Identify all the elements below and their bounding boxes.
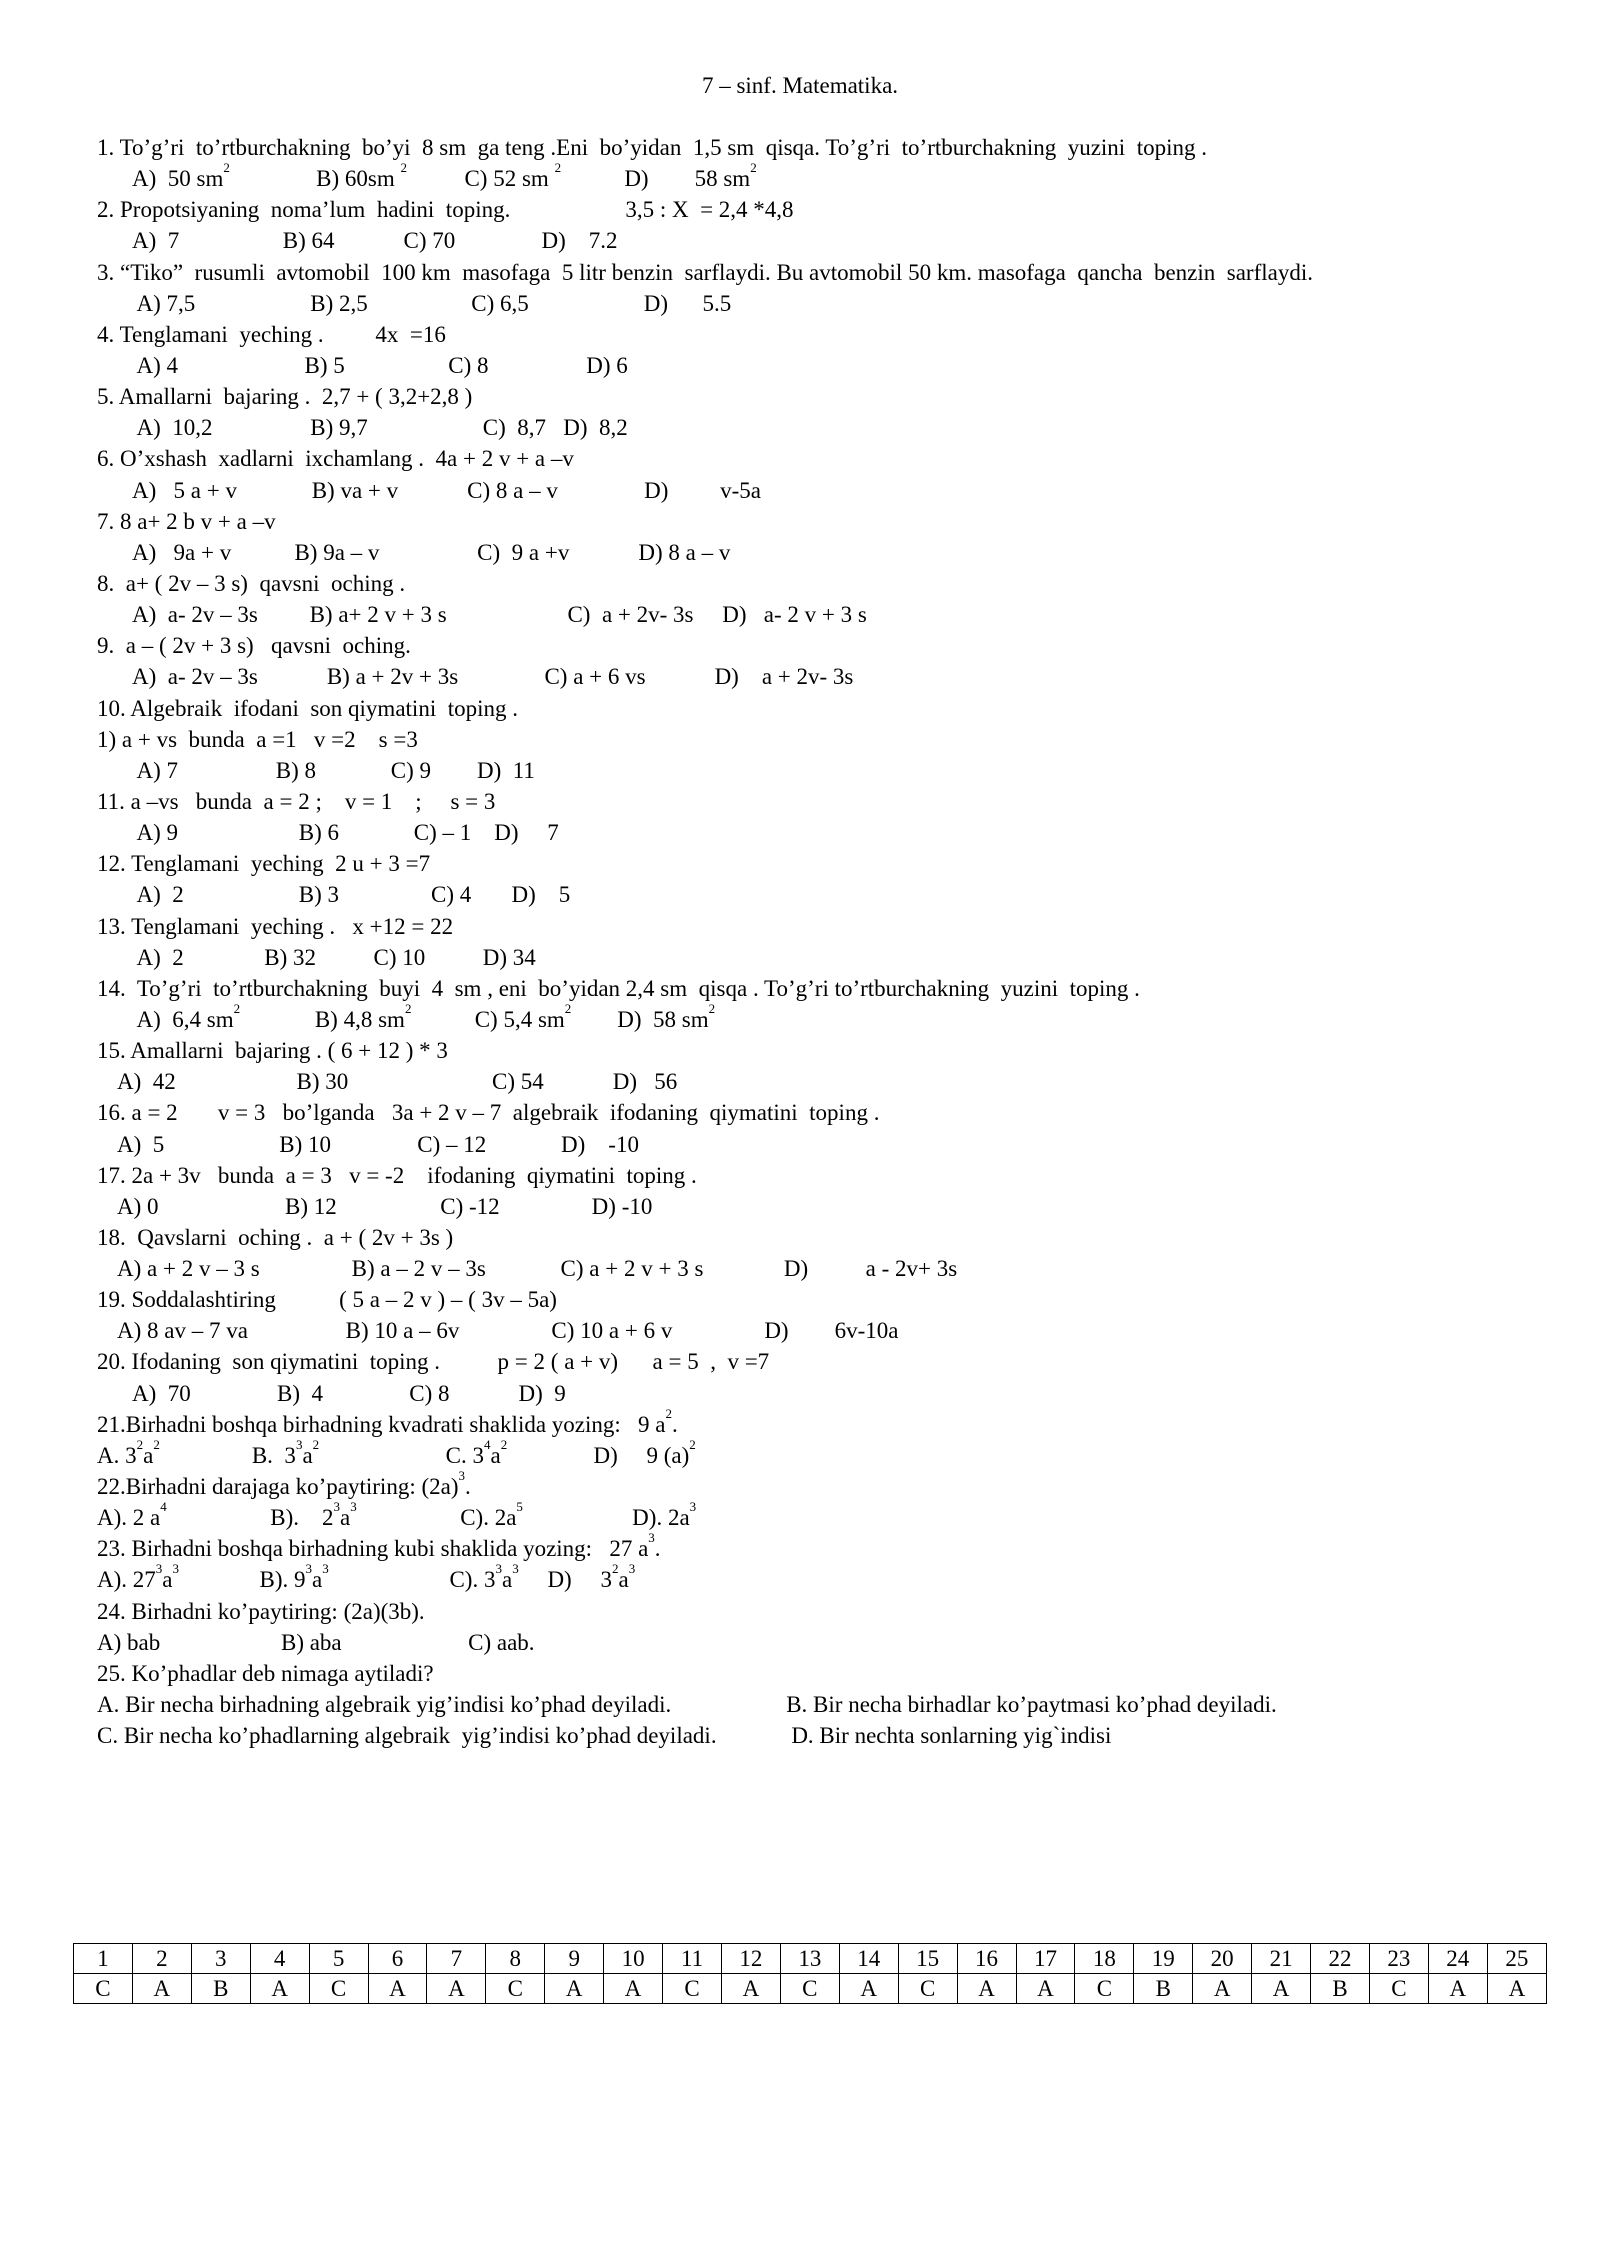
text-run: . — [465, 1474, 471, 1500]
superscript: 2 — [708, 1000, 716, 1016]
superscript: 3 — [495, 1561, 502, 1577]
answer-key-number-cell: 25 — [1487, 1944, 1546, 1974]
answer-key-number-cell: 10 — [604, 1944, 663, 1974]
option-gap — [571, 1007, 617, 1032]
option-text: D) 58 sm — [624, 166, 751, 192]
text-run — [507, 1443, 593, 1468]
option-gap — [230, 166, 316, 191]
answer-key-number-cell: 21 — [1252, 1944, 1311, 1974]
question-text: 7. 8 a+ 2 b v + a –v — [97, 508, 276, 534]
answer-options — [97, 1499, 1557, 1533]
superscript: 2 — [404, 1000, 412, 1016]
superscript: 2 — [500, 1436, 508, 1452]
superscript: 4 — [484, 1436, 491, 1452]
option-gap — [411, 1007, 474, 1032]
answer-options: A) 10,2 B) 9,7 C) 8,7 D) 8,2 — [132, 415, 628, 441]
answer-options: A) 9 B) 6 C) – 1 D) 7 — [132, 820, 559, 846]
text-run: a — [162, 1567, 173, 1593]
question-text — [97, 1530, 1557, 1564]
option-text: A) 50 sm — [132, 166, 224, 192]
answer-key-numbers-row — [74, 1944, 1547, 1974]
answer-key-number-cell: 4 — [250, 1944, 309, 1974]
text-run — [167, 1505, 271, 1530]
superscript: 2 — [689, 1436, 696, 1452]
option-text: B) 4,8 sm — [314, 1006, 405, 1032]
text-run: A). 2 a — [97, 1505, 161, 1531]
option-gap — [561, 166, 624, 191]
answer-key-answer-cell: A — [1016, 1974, 1075, 2004]
answer-key-answers-row — [74, 1974, 1547, 2004]
superscript: 3 — [333, 1499, 340, 1515]
question-text: 20. Ifodaning son qiymatini toping . p = 2 ( a + v) a = 5 , v =7 — [97, 1349, 770, 1375]
question-text: 17. 2a + 3v bunda a = 3 v = -2 ifodaning qiymatini toping . — [97, 1162, 697, 1188]
option-text: D) 58 sm — [617, 1006, 709, 1032]
text-run: D) 9 (a) — [593, 1442, 690, 1468]
answer-key-answer-cell: B — [1134, 1974, 1193, 2004]
text-run: a — [143, 1442, 154, 1468]
answer-options: A) a- 2v – 3s B) a+ 2 v + 3 s C) a + 2v- 3s D) a- 2 v + 3 s — [132, 602, 867, 628]
answer-key-number-cell: 22 — [1311, 1944, 1370, 1974]
text-run — [357, 1505, 461, 1530]
text-run — [319, 1443, 446, 1468]
text-run: A). 27 — [97, 1567, 156, 1593]
question-text — [97, 1405, 1557, 1440]
text-run: a — [490, 1442, 501, 1468]
answer-key-answer-cell: A — [1487, 1974, 1546, 2004]
answer-options: A) 2 B) 3 C) 4 D) 5 — [132, 882, 571, 908]
answer-key-answer-cell: A — [132, 1974, 191, 2004]
option-text: B) 60sm — [316, 166, 401, 192]
answer-key-number-cell: 2 — [132, 1944, 191, 1974]
text-run: . — [654, 1536, 661, 1562]
answer-options: A) bab B) aba C) aab. — [97, 1629, 535, 1655]
text-run — [519, 1567, 548, 1592]
answer-key-number-cell: 23 — [1369, 1944, 1428, 1974]
text-run: a — [339, 1505, 351, 1531]
answer-key-answer-cell: C — [1369, 1974, 1428, 2004]
answer-options — [97, 1000, 1557, 1035]
superscript: 5 — [516, 1499, 523, 1515]
answer-key-number-cell: 24 — [1428, 1944, 1487, 1974]
superscript: 3 — [155, 1561, 163, 1577]
superscript: 3 — [172, 1561, 179, 1577]
text-run: a — [618, 1567, 629, 1593]
text-run — [329, 1567, 450, 1592]
question-text: 15. Amallarni bajaring . ( 6 + 12 ) * 3 — [97, 1038, 448, 1064]
text-run: . — [672, 1411, 678, 1437]
question-text: 24. Birhadni ko’paytiring: (2a)(3b). — [97, 1598, 425, 1624]
answer-key-number-cell: 18 — [1075, 1944, 1134, 1974]
superscript: 2 — [223, 160, 230, 176]
answer-key-answer-cell: B — [1311, 1974, 1370, 2004]
question-text: 13. Tenglamani yeching . x +12 = 22 — [97, 913, 454, 939]
question-text: 5. Amallarni bajaring . 2,7 + ( 3,2+2,8 ) — [97, 384, 473, 410]
question-text — [97, 1468, 1557, 1502]
answer-options: A) 7 B) 64 C) 70 D) 7.2 — [132, 228, 618, 254]
answer-options — [97, 1561, 1557, 1595]
answer-key-table — [73, 1943, 1547, 2004]
answer-key-answer-cell: A — [839, 1974, 898, 2004]
question-text: 12. Tenglamani yeching 2 u + 3 =7 — [97, 851, 431, 877]
answer-options: A) 2 B) 32 C) 10 D) 34 — [132, 944, 536, 970]
superscript: 4 — [160, 1499, 167, 1515]
answer-key-answer-cell: A — [1428, 1974, 1487, 2004]
superscript: 3 — [648, 1530, 655, 1546]
answer-key-answer-cell: A — [1252, 1974, 1311, 2004]
superscript: 3 — [305, 1561, 312, 1577]
page-title: 7 – sinf. Matematika. — [701, 73, 899, 98]
answer-options: A) a- 2v – 3s B) a + 2v + 3s C) a + 6 vs D) a + 2v- 3s — [132, 664, 854, 690]
answer-key-answer-cell: C — [74, 1974, 133, 2004]
answer-key-number-cell: 13 — [780, 1944, 839, 1974]
question-text: 8. a+ ( 2v – 3 s) qavsni oching . — [97, 570, 406, 596]
question-text: 2. Propotsiyaning noma’lum hadini toping. 3,5 : X = 2,4 *4,8 — [97, 197, 794, 223]
question-text: 4. Tenglamani yeching . 4x =16 — [97, 321, 446, 347]
superscript: 2 — [153, 1436, 160, 1452]
question-text: 25. Ko’phadlar deb nimaga aytiladi? — [97, 1660, 434, 1686]
superscript: 3 — [628, 1561, 636, 1577]
question-text: 1. To’g’ri to’rtburchakning bo’yi 8 sm ga teng .Eni bo’yidan 1,5 sm qisqa. To’g’ri to’rtburchakning yuzini toping . — [97, 135, 1207, 160]
answer-key-answer-cell: C — [486, 1974, 545, 2004]
answer-key-answer-cell: A — [427, 1974, 486, 2004]
question-text: 9. a – ( 2v + 3 s) qavsni oching. — [97, 633, 411, 659]
question-text: 14. To’g’ri to’rtburchakning buyi 4 sm , eni bo’yidan 2,4 sm qisqa . To’g’ri to’rtburchakning yuzini toping . — [97, 975, 1140, 1001]
answer-key-answer-cell: A — [545, 1974, 604, 2004]
option-text: C) 5,4 sm — [474, 1006, 565, 1032]
answer-options: A) 8 av – 7 va B) 10 a – 6v C) 10 a + 6 v D) 6v-10a — [117, 1318, 899, 1344]
answer-options: A) a + 2 v – 3 s B) a – 2 v – 3s C) a + 2 v + 3 s D) a - 2v+ 3s — [117, 1256, 958, 1282]
superscript: 2 — [136, 1436, 144, 1452]
superscript: 2 — [611, 1561, 619, 1577]
question-text: 3. “Tiko” rusumli avtomobil 100 km masofaga 5 litr benzin sarflaydi. Bu avtomobil 50 km. masofaga qancha benzin sarflaydi. — [97, 259, 1313, 285]
text-run: a — [501, 1567, 513, 1593]
superscript: 2 — [665, 1405, 672, 1421]
answer-options: C. Bir necha ko’phadlarning algebraik yig’indisi ko’phad deyiladi. D. Bir nechta sonlarning yig`indisi — [97, 1723, 1112, 1749]
text-run: B). 2 — [270, 1505, 334, 1531]
answer-key-answer-cell: A — [957, 1974, 1016, 2004]
answer-options: A) 0 B) 12 C) -12 D) -10 — [117, 1193, 653, 1219]
question-text: 1) a + vs bunda a =1 v =2 s =3 — [97, 726, 418, 752]
answer-key-number-cell: 3 — [191, 1944, 250, 1974]
answer-options: A) 4 B) 5 C) 8 D) 6 — [132, 352, 628, 378]
answer-key-answer-cell: A — [721, 1974, 780, 2004]
text-run: a — [302, 1442, 313, 1468]
answer-options — [97, 160, 1557, 194]
answer-options — [97, 1436, 1557, 1471]
answer-key-number-cell: 7 — [427, 1944, 486, 1974]
superscript: 3 — [689, 1499, 697, 1515]
text-run — [160, 1443, 252, 1468]
answer-key-number-cell: 16 — [957, 1944, 1016, 1974]
text-run: 22.Birhadni darajaga ko’paytiring: (2a) — [97, 1474, 459, 1500]
answer-key-answer-cell: C — [898, 1974, 957, 2004]
superscript: 3 — [458, 1468, 465, 1484]
answer-options: A) 42 B) 30 C) 54 D) 56 — [117, 1069, 678, 1095]
text-run: a — [312, 1567, 323, 1593]
text-run: C. 3 — [445, 1442, 484, 1468]
answer-key-number-cell: 20 — [1193, 1944, 1252, 1974]
answer-key-answer-cell: A — [1193, 1974, 1252, 2004]
answer-key-answer-cell: A — [250, 1974, 309, 2004]
answer-key-number-cell: 12 — [721, 1944, 780, 1974]
answer-key-number-cell: 17 — [1016, 1944, 1075, 1974]
superscript: 3 — [512, 1561, 519, 1577]
question-text: 10. Algebraik ifodani son qiymatini toping . — [97, 695, 518, 721]
text-run: 21.Birhadni boshqa birhadning kvadrati shaklida yozing: 9 a — [97, 1411, 666, 1437]
question-text: 6. O’xshash xadlarni ixchamlang . 4a + 2 v + a –v — [97, 446, 574, 472]
answer-key-number-cell: 15 — [898, 1944, 957, 1974]
superscript: 2 — [750, 160, 757, 176]
answer-key-number-cell: 1 — [74, 1944, 133, 1974]
option-text: C) 52 sm — [464, 166, 555, 192]
answer-options: A) 7 B) 8 C) 9 D) 11 — [132, 757, 535, 783]
superscript: 2 — [554, 160, 562, 176]
answer-key-number-cell: 11 — [663, 1944, 722, 1974]
option-text: A) 6,4 sm — [132, 1006, 234, 1032]
answer-key-answer-cell: C — [1075, 1974, 1134, 2004]
text-run: C). 2a — [460, 1505, 517, 1531]
answer-options: A. Bir necha birhadning algebraik yig’indisi ko’phad deyiladi. B. Bir necha birhadlar ko’paytmasi ko’phad deyiladi. — [97, 1692, 1277, 1718]
answer-options: A) 7,5 B) 2,5 C) 6,5 D) 5.5 — [132, 290, 732, 316]
answer-options: A) 9a + v B) 9a – v C) 9 a +v D) 8 a – v — [132, 539, 731, 565]
text-run: C). 3 — [449, 1567, 496, 1593]
answer-options: A) 70 B) 4 C) 8 D) 9 — [132, 1380, 566, 1406]
text-run — [179, 1567, 260, 1592]
text-run: D) 3 — [547, 1567, 612, 1593]
question-text: 16. a = 2 v = 3 bo’lganda 3a + 2 v – 7 algebraik ifodaning qiymatini toping . — [97, 1100, 880, 1126]
answer-key-number-cell: 6 — [368, 1944, 427, 1974]
answer-key-answer-cell: C — [663, 1974, 722, 2004]
text-run: D). 2a — [632, 1505, 690, 1531]
answer-key-answer-cell: C — [780, 1974, 839, 2004]
question-list — [97, 132, 1557, 1751]
question-text: 11. a –vs bunda a = 2 ; v = 1 ; s = 3 — [97, 788, 496, 814]
text-run: A. 3 — [97, 1442, 137, 1468]
answer-key-answer-cell: A — [604, 1974, 663, 2004]
answer-key-number-cell: 5 — [309, 1944, 368, 1974]
superscript: 2 — [233, 1000, 241, 1016]
superscript: 3 — [295, 1436, 303, 1452]
answer-key-number-cell: 9 — [545, 1944, 604, 1974]
question-text: 19. Soddalashtiring ( 5 a – 2 v ) – ( 3v – 5a) — [97, 1287, 557, 1313]
answer-options: A) 5 a + v B) va + v C) 8 a – v D) v-5a — [132, 477, 761, 503]
answer-options: A) 5 B) 10 C) – 12 D) -10 — [117, 1131, 639, 1157]
answer-key-number-cell: 14 — [839, 1944, 898, 1974]
answer-key-answer-cell: C — [309, 1974, 368, 2004]
superscript: 2 — [400, 160, 407, 176]
superscript: 3 — [322, 1561, 329, 1577]
text-run: 23. Birhadni boshqa birhadning kubi shaklida yozing: 27 a — [97, 1536, 649, 1562]
question-text: 18. Qavslarni oching . a + ( 2v + 3s ) — [97, 1224, 454, 1250]
answer-key-answer-cell: A — [368, 1974, 427, 2004]
text-run: B). 9 — [259, 1567, 306, 1593]
option-gap — [407, 166, 465, 191]
superscript: 2 — [564, 1000, 572, 1016]
superscript: 3 — [350, 1499, 357, 1515]
option-gap — [240, 1007, 315, 1032]
answer-key-answer-cell: B — [191, 1974, 250, 2004]
superscript: 2 — [312, 1436, 320, 1452]
text-run: B. 3 — [251, 1442, 296, 1468]
answer-key-number-cell: 8 — [486, 1944, 545, 1974]
text-run — [523, 1505, 632, 1530]
answer-key-number-cell: 19 — [1134, 1944, 1193, 1974]
